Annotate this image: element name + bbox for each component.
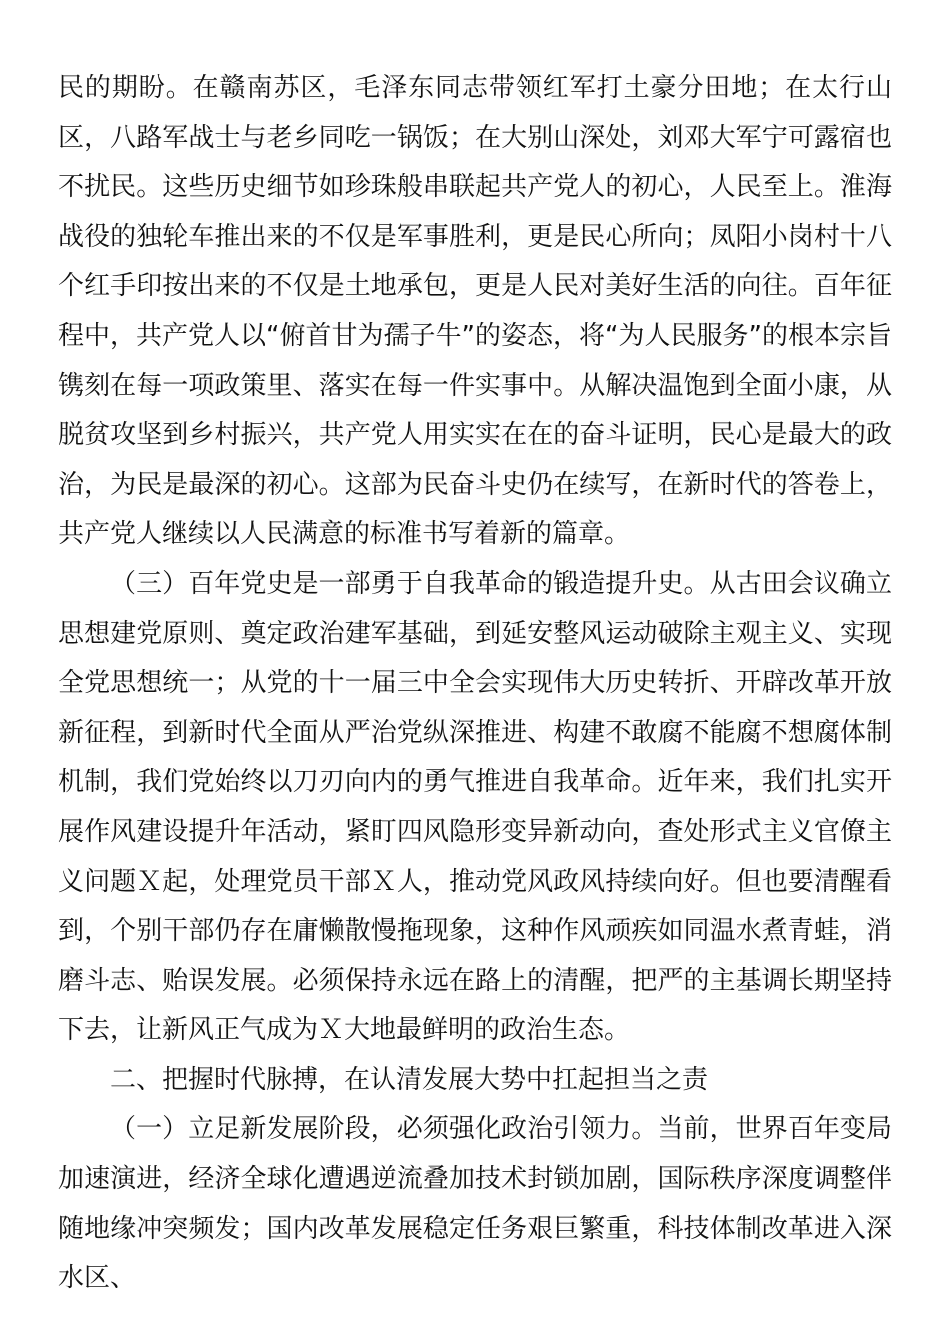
- section-heading: 二、把握时代脉搏，在认清发展大势中扛起担当之责: [110, 1064, 709, 1095]
- paragraph-section-three: （三）百年党史是一部勇于自我革命的锻造提升史。从古田会议确立思想建党原则、奠定政治建军基础，到延安整风运动破除主观主义、实现全党思想统一；从党的十一届三中全会实现伟大历史转折、开辟改革开放新征程，到新时代全面从严治党纵深推进、构建不敢腐不能腐不想腐体制机制，我们党始终以刀刃向内的勇气推进自我革命。近年来，我们扎实开展作风建设提升年活动，紧盯四风隐形变异新动向，查处形式主义官僚主义问题Ｘ起，处理党员干部Ｘ人，推动党风政风持续向好。但也要清醒看到，个别干部仍存在庸懒散慢拖现象，这种作风顽疾如同温水煮青蛙，消磨斗志、贻误发展。必须保持永远在路上的清醒，把严的主基调长期坚持下去，让新风正气成为Ｘ大地最鲜明的政治生态。: [58, 568, 892, 1046]
- document-body: [58, 64, 892, 1304]
- paragraph-subsection-one: （一）立足新发展阶段，必须强化政治引领力。当前，世界百年变局加速演进，经济全球化遭遇逆流叠加技术封锁加剧，国际秩序深度调整伴随地缘冲突频发；国内改革发展稳定任务艰巨繁重，科技体制改革进入深水区、: [58, 1114, 892, 1294]
- paragraph-continuation: 民的期盼。在赣南苏区，毛泽东同志带领红军打土豪分田地；在太行山区，八路军战士与老乡同吃一锅饭；在大别山深处，刘邓大军宁可露宿也不扰民。这些历史细节如珍珠般串联起共产党人的初心，人民至上。淮海战役的独轮车推出来的不仅是军事胜利，更是民心所向；凤阳小岗村十八个红手印按出来的不仅是土地承包，更是人民对美好生活的向往。百年征程中，共产党人以“俯首甘为孺子牛”的姿态，将“为人民服务”的根本宗旨镌刻在每一项政策里、落实在每一件实事中。从解决温饱到全面小康，从脱贫攻坚到乡村振兴，共产党人用实实在在的奋斗证明，民心是最大的政治，为民是最深的初心。这部为民奋斗史仍在续写，在新时代的答卷上，共产党人继续以人民满意的标准书写着新的篇章。: [58, 73, 892, 550]
